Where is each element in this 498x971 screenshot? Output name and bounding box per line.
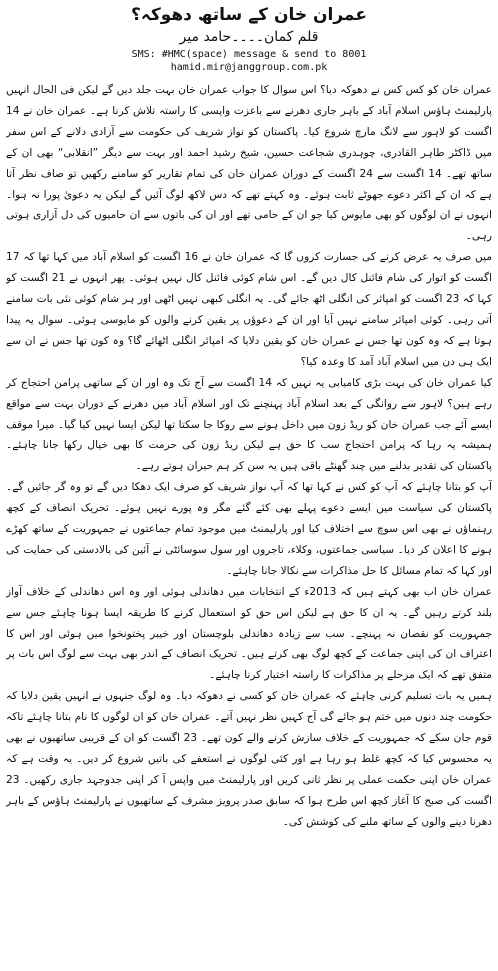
article-paragraph: عمران خان کو کس کس نے دھوکہ دیا؟ اس سوال کا جواب عمران خان بہت جلد دیں گے لیکن فی الحال انہیں پارلیمنٹ ہاؤس اسلام آباد کے باہر جاری دھرنے سے باعزت واپسی کا راستہ تلاش کرنا ہے۔ عمران خان نے 14 اگست کو لاہور سے لانگ مارچ شروع کیا۔ پاکستان کو نواز شریف کی حکومت سے آزادی دلانے کے اس سفر میں ڈاکٹر طاہر القادری، چوہدری شجاعت حسین، شیخ رشید احمد اور بہت سے دیگر ”انقلابی“ بھی ان کے ساتھ تھے۔ 14 اگست سے 24 اگست کے دوران عمران خان کی تمام تقاریر کو سامنے رکھیں تو صاف نظر آتا ہے کہ ان کے اکثر دعوے جھوٹے ثابت ہوئے۔ وہ کہتے تھے کہ دس لاکھ لوگ آئیں گے لیکن یہ دعویٰ پورا نہ ہوا۔ انہوں نے ان لوگوں کو بھی مایوس کیا جو ان کے حامی تھے اور ان کی باتوں سے ان حامیوں کی دل آزاری ہوتی رہی۔: [6, 84, 492, 243]
article-paragraph: کیا عمران خان کی بہت بڑی کامیابی یہ نہیں کہ 14 اگست سے آج تک وہ اور ان کے ساتھی پرامن احتجاج کر رہے ہیں؟ لاہور سے روانگی کے بعد اسلام آباد پہنچنے تک اور اسلام آباد میں دھرنے کے دوران بہت سے مواقع ایسے آئے جب عمران خان کو ریڈ زون میں داخل ہونے سے روکا جا سکتا تھا لیکن ایسا نہیں کیا گیا۔ میرا موقف ہمیشہ یہ رہا کہ پرامن احتجاج سب کا حق ہے لیکن ریڈ زون کی حرمت کا بھی خیال رکھا جانا چاہئے۔ پاکستان کی تقدیر بدلنے میں چند گھنٹے باقی ہیں یہ سن کر ہم حیران ہوتے رہے۔: [6, 376, 492, 473]
article-paragraph: میں صرف یہ عرض کرنے کی جسارت کروں گا کہ عمران خان نے 16 اگست کو اسلام آباد میں کہا تھا کہ 17 اگست کو اتوار کی شام فائنل کال دیں گے۔ اس شام کوئی فائنل کال نہیں ہوئی۔ پھر انہوں نے 21 اگست کو کہا کہ 23 اگست کو امپائر کی انگلی اٹھ جائے گی۔ یہ انگلی کبھی نہیں اٹھی اور ہر شام کوئی نئی بات سامنے آتی رہی۔ کوئی امپائر سامنے نہیں آیا اور ان کے دعوؤں پر یقین کرنے والوں کو مایوسی ہوئی۔ سوال یہ پیدا ہوتا ہے کہ وہ کون تھا جس نے عمران خان کو یقین دلایا کہ امپائر انگلی اٹھائے گا؟ وہ کون تھا جس نے ان سے ایک ہی دن میں اسلام آباد آمد کا وعدہ کیا؟: [6, 251, 492, 368]
headline: عمران خان کے ساتھ دھوکہ؟: [131, 5, 367, 25]
article-paragraph: ہمیں یہ بات تسلیم کرنی چاہئے کہ عمران خان کو کسی نے دھوکہ دیا۔ وہ لوگ جنہوں نے انہیں یقین دلایا کہ حکومت چند دنوں میں ختم ہو جائے گی آج کہیں نظر نہیں آتے۔ عمران خان کو ان لوگوں کا نام بتانا چاہئے تاکہ قوم جان سکے کہ جمہوریت کے خلاف سازش کرنے والے کون تھے۔ 23 اگست کو ان کے قریبی ساتھیوں نے بھی یہ محسوس کیا کہ کچھ غلط ہو رہا ہے اور کئی لوگوں نے استعفے کی باتیں شروع کر دیں۔ یہ وقت ہے کہ عمران خان اپنی حکمت عملی پر نظر ثانی کریں اور پارلیمنٹ میں واپس آ کر اپنی جدوجہد جاری رکھیں۔ 23 اگست کی صبح کا آغاز کچھ اس طرح ہوا کہ سابق صدر پرویز مشرف کے ساتھیوں نے پارلیمنٹ ہاؤس کے باہر دھرنا دینے والوں کے ساتھ ملنے کی کوشش کی۔: [6, 690, 492, 828]
byline: قلم کمان۔۔۔۔حامد میر: [179, 29, 319, 45]
article-body: [6, 80, 492, 958]
contact-email: hamid.mir@janggroup.com.pk: [170, 62, 328, 73]
article-paragraph: آپ کو بتانا چاہئے کہ آپ کو کس نے کہا تھا کہ آپ نواز شریف کو صرف ایک دھکا دیں گے تو وہ گر جائیں گے۔ پاکستان کی سیاست میں ایسے دعوے پہلے بھی کئے گئے مگر وہ پورے نہیں ہوئے۔ تحریک انصاف کے کچھ رہنماؤں نے بھی اس سوچ سے اختلاف کیا اور پارلیمنٹ میں موجود تمام جماعتوں نے جمہوریت کے ساتھ کھڑے ہونے کا اعلان کر دیا۔ سیاسی جماعتوں، وکلاء، تاجروں اور سول سوسائٹی نے آئین کی بالادستی کی حمایت کی اور کہا کہ تمام مسائل کا حل مذاکرات سے نکالا جانا چاہئے۔: [6, 481, 492, 577]
article-paragraph: عمران خان اب بھی کہتے ہیں کہ 2013ء کے انتخابات میں دھاندلی ہوئی اور وہ اس دھاندلی کے خلاف آواز بلند کرتے رہیں گے۔ یہ ان کا حق ہے لیکن اس حق کو استعمال کرنے کا طریقہ ایسا ہونا چاہئے جس سے جمہوریت کو نقصان نہ پہنچے۔ سب سے زیادہ دھاندلی بلوچستان اور خیبر پختونخوا میں ہوئی اور اس کا اعتراف ان کی اپنی جماعت کے کچھ لوگ بھی کرتے ہیں۔ تحریک انصاف کے اندر بھی بہت سے لوگ اس بات پر متفق تھے کہ ایک مرحلے پر مذاکرات کا راستہ اختیار کرنا چاہئے۔: [6, 585, 492, 682]
contact-sms: SMS: #HMC(space) message & send to 8001: [131, 49, 367, 60]
